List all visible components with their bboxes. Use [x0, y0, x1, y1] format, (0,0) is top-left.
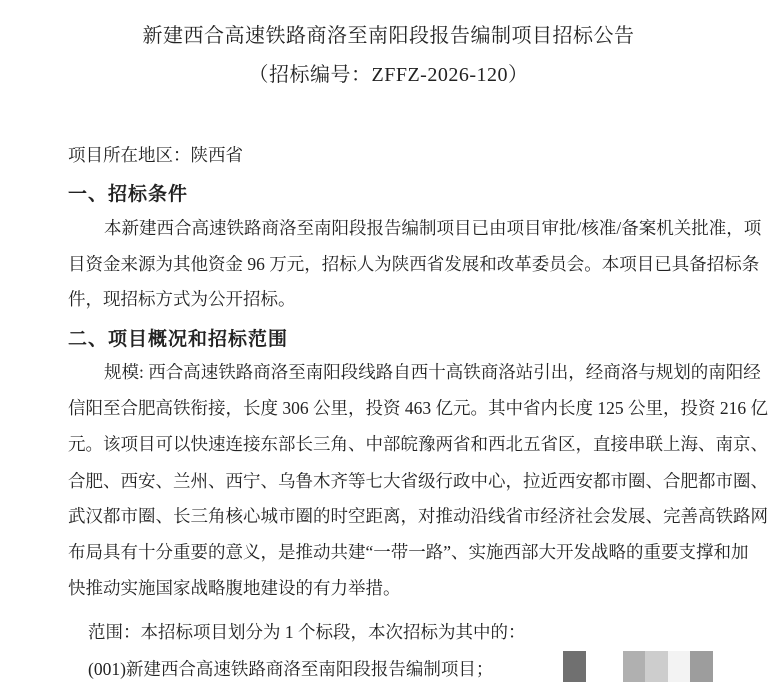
- lot-item: (001)新建西合高速铁路商洛至南阳段报告编制项目；: [88, 659, 494, 679]
- redaction-mosaic-block: [623, 651, 645, 682]
- scope-text: 范围：本招标项目划分为 1 个标段，本次招标为其中的：: [88, 622, 526, 642]
- paragraph-line: 目资金来源为其他资金 96 万元，招标人为陕西省发展和改革委员会。本项目已具备招标条: [68, 254, 760, 274]
- paragraph-line: 件，现招标方式为公开招标。: [68, 289, 296, 309]
- paragraph-line: 快推动实施国家战略腹地建设的有力举措。: [68, 578, 401, 598]
- redaction-mosaic-block: [563, 651, 586, 682]
- paragraph-line: 信阳至合肥高铁衔接，长度 306 公里，投资 463 亿元。其中省内长度 125 公里，投资 216 亿: [68, 398, 768, 418]
- paragraph-line: 武汉都市圈、长三角核心城市圈的时空距离，对推动沿线省市经济社会发展、完善高铁路网: [68, 506, 768, 526]
- redaction-mosaic-block: [645, 651, 668, 682]
- redaction-mosaic-block: [668, 651, 690, 682]
- redaction-mosaic-block: [690, 651, 713, 682]
- paragraph-line: 元。该项目可以快速连接东部长三角、中部皖豫两省和西北五省区，直接串联上海、南京、: [68, 434, 768, 454]
- document-title: 新建西合高速铁路商洛至南阳段报告编制项目招标公告: [142, 25, 635, 47]
- tender-number: （招标编号：ZFFZ-2026-120）: [248, 64, 529, 86]
- paragraph-line: 布局具有十分重要的意义，是推动共建“一带一路”、实施西部大开发战略的重要支撑和加: [68, 542, 749, 562]
- paragraph-line: 本新建西合高速铁路商洛至南阳段报告编制项目已由项目审批/核准/备案机关批准，项: [104, 218, 762, 238]
- paragraph-line: 规模: 西合高速铁路商洛至南阳段线路自西十高铁商洛站引出，经商洛与规划的南阳经: [104, 362, 761, 382]
- section-heading-project-overview: 二、项目概况和招标范围: [68, 329, 289, 350]
- section-heading-tender-conditions: 一、招标条件: [68, 184, 189, 205]
- paragraph-line: 合肥、西安、兰州、西宁、乌鲁木齐等七大省级行政中心，拉近西安都市圈、合肥都市圈、: [68, 471, 768, 491]
- project-location: 项目所在地区：陕西省: [68, 145, 243, 165]
